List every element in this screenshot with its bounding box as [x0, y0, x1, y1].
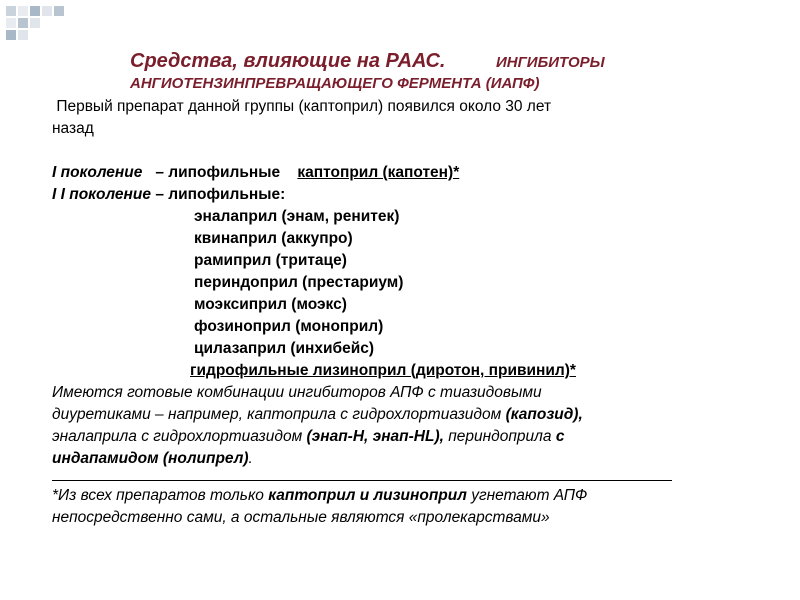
slide-body — [52, 96, 772, 529]
drug-item: рамиприл (тритаце) — [194, 252, 347, 269]
combo-brand: индапамидом (нолипрел) — [52, 450, 249, 467]
footnote-drugs: каптоприл и лизиноприл — [268, 487, 467, 504]
title-part3: АНГИОТЕНЗИНПРЕВРАЩАЮЩЕГО ФЕРМЕНТА (ИАПФ) — [130, 75, 540, 92]
combo-line: Имеются готовые комбинации ингибиторов АПФ с тиазидовыми — [52, 384, 542, 401]
hydrophilic-line: гидрофильные лизиноприл (диротон, привинил)* — [190, 362, 576, 379]
deco-square — [30, 18, 40, 28]
deco-square — [6, 30, 16, 40]
combo-text: эналаприла с гидрохлортиазидом — [52, 428, 303, 445]
combo-brand: (энап-Н, энап-HL), — [306, 428, 444, 445]
footnote-text: угнетают АПФ — [471, 487, 588, 504]
intro-line — [52, 118, 772, 140]
drug-item: моэксиприл (моэкс) — [194, 296, 347, 313]
deco-square — [18, 6, 28, 16]
drug-item: эналаприл (энам, ренитек) — [194, 208, 400, 225]
title-part2: ИНГИБИТОРЫ — [495, 54, 605, 71]
deco-square — [18, 30, 28, 40]
deco-square — [6, 18, 16, 28]
deco-square — [54, 6, 64, 16]
gen1-desc: – липофильные — [155, 164, 281, 181]
combo-line — [52, 426, 772, 448]
combo-text: диуретиками – например, каптоприла с гидрохлортиазидом — [52, 406, 502, 423]
intro-line — [52, 96, 772, 118]
drug-item: периндоприл (престариум) — [194, 274, 404, 291]
gen2-desc: – липофильные: — [155, 186, 286, 203]
title-part1: Средства, влияющие на РААС. — [130, 50, 446, 72]
gen2-label: I I поколение — [52, 186, 151, 203]
decorative-squares — [0, 0, 130, 45]
deco-square — [42, 6, 52, 16]
combo-text: . — [248, 450, 253, 467]
deco-square — [6, 6, 16, 16]
combo-text: с — [555, 428, 565, 445]
footnote-text: *Из всех препаратов только — [52, 487, 264, 504]
intro-text: назад — [52, 120, 94, 137]
drug-item: цилазаприл (инхибейс) — [194, 340, 375, 357]
intro-text: Первый препарат данной группы (каптоприл) появился около 30 лет — [56, 98, 552, 115]
footnote-line: непосредственно сами, а остальные являются «пролекарствами» — [52, 509, 550, 526]
combo-line — [52, 404, 772, 426]
footnote-separator — [52, 480, 672, 481]
deco-square — [30, 6, 40, 16]
gen1-drug: каптоприл (капотен)* — [297, 164, 460, 181]
gen1-line — [52, 162, 772, 184]
spacer — [52, 140, 772, 162]
deco-square — [18, 18, 28, 28]
combo-brand: (капозид), — [505, 406, 583, 423]
drug-item: фозиноприл (моноприл) — [194, 318, 384, 335]
gen1-label: I поколение — [52, 164, 143, 181]
drug-item: квинаприл (аккупро) — [194, 230, 353, 247]
combo-text: периндоприла — [448, 428, 552, 445]
gen2-line — [52, 184, 772, 206]
combo-line — [52, 448, 772, 470]
slide-title — [130, 50, 790, 92]
footnote-line — [52, 485, 772, 507]
